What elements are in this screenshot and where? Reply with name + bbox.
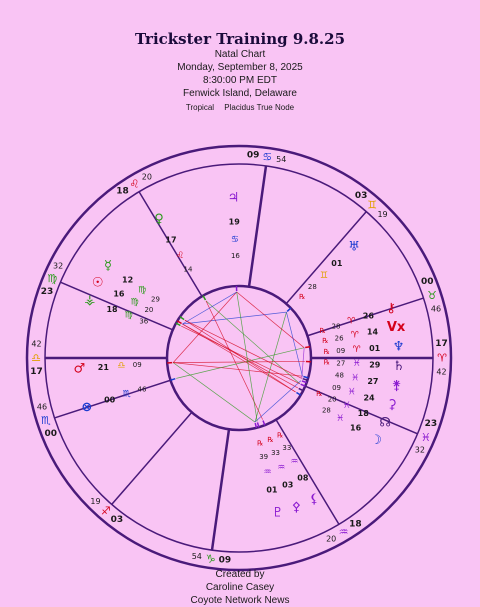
planet-part-of-fortune-degree: 00 [104,396,116,405]
house-cusp-line-5 [276,420,339,525]
planet-jupiter-glyph: ♃ [228,191,240,206]
planet-sun-sign: ♍ [131,298,139,308]
planet-uranus-minute: 28 [308,283,317,291]
cusp-minute-5: 20 [326,534,336,543]
cusp-degree-10: 09 [247,150,260,160]
planet-mars-degree: 21 [98,363,110,372]
aspect-line-3 [182,312,286,324]
chart-location: Fenwick Island, Delaware [0,87,480,100]
planet-lilith-degree: 08 [297,474,309,483]
planet-north-node-glyph: ☊ [379,416,391,431]
chart-time: 8:30:00 PM EDT [0,74,480,87]
cusp-degree-3: 03 [111,515,124,525]
cusp-degree-6: 23 [425,419,438,429]
cusp-sign-2: ♏ [41,414,51,427]
planet-north-node-sign: ♓ [343,401,351,411]
cusp-minute-1: 42 [31,339,41,348]
planet-vertex-retrograde: ℞ [322,337,328,345]
planet-neptune-retrograde: ℞ [324,348,330,356]
cusp-minute-11: 20 [142,173,152,182]
cusp-minute-12: 32 [53,261,63,270]
planet-tick-12 [305,347,310,348]
aspect-line-18 [181,326,299,384]
planet-lilith-glyph: ⚸ [309,492,319,507]
cusp-degree-1: 17 [30,367,43,377]
planet-vesta-minute: 36 [139,317,148,325]
planet-mars-minute: 09 [133,361,142,369]
planet-lilith-minute: 33 [282,444,291,452]
planet-saturn-minute: 27 [336,359,345,367]
planet-ceres-sign: ♓ [348,387,356,397]
planet-pluto-retrograde: ℞ [257,439,263,447]
planet-north-node-minute: 20 [328,395,337,403]
planet-pluto-minute: 39 [259,453,268,461]
planet-saturn-retrograde: ℞ [324,359,330,367]
cusp-sign-1: ♎ [31,352,41,365]
aspect-line-13 [182,292,236,324]
planet-tick-2 [180,317,184,320]
planet-juno-glyph: ⚵ [392,378,402,393]
cusp-degree-11: 18 [116,187,129,197]
aspect-line-5 [206,301,300,384]
cusp-minute-9: 19 [377,210,387,219]
cusp-sign-7: ♈ [437,352,447,365]
planet-neptune-degree: 01 [369,344,381,353]
planet-ceres-degree: 24 [363,393,375,402]
planet-jupiter-degree: 19 [229,218,241,227]
aspect-line-16 [176,348,304,379]
cusp-sign-5: ♒ [339,526,349,539]
planet-juno-sign: ♓ [351,373,359,383]
cusp-sign-11: ♌ [130,177,140,190]
chart-date: Monday, September 8, 2025 [0,61,480,74]
planet-pallas-degree: 03 [282,480,293,489]
planet-tick-18 [176,323,180,325]
cusp-minute-6: 32 [415,446,425,455]
planet-tick-11 [301,384,306,386]
planet-ceres-glyph: ⚳ [387,397,397,412]
planet-pallas-minute: 33 [271,449,280,457]
planet-venus-degree: 17 [165,236,176,245]
house-cusp-line-3 [112,412,192,504]
planet-moon-degree: 16 [350,424,362,433]
aspect-line-4 [173,292,237,363]
planet-moon-glyph: ☽ [370,433,382,448]
planet-jupiter-sign: ♋ [231,235,239,245]
house-cusp-line-10 [249,166,266,287]
planet-pluto-degree: 01 [266,485,278,494]
planet-ceres-minute: 09 [332,384,341,392]
planet-pluto-glyph: ♇ [272,506,284,521]
cusp-sign-6: ♓ [421,431,431,444]
planet-mercury-minute: 29 [151,295,160,303]
planet-chiron-sign: ♈ [347,317,355,327]
house-system: Placidus True Node [224,103,294,112]
planet-mars-glyph: ♂ [74,362,86,377]
planet-mercury-sign: ♍ [138,285,146,295]
planet-uranus-degree: 01 [331,259,343,268]
cusp-degree-2: 00 [45,429,58,439]
cusp-degree-9: 03 [355,191,368,201]
planet-lilith-sign: ♒ [290,457,298,467]
planet-vesta-glyph: ⚶ [84,293,95,308]
planet-north-node-retrograde: ℞ [316,390,322,398]
planet-vertex-sign: ♈ [351,330,359,340]
aspect-line-17 [173,361,305,362]
cusp-sign-4: ♑ [206,553,216,566]
planet-juno-minute: 48 [335,372,344,380]
cusp-degree-5: 18 [349,519,362,529]
planet-part-of-fortune-sign: ♏ [123,389,131,399]
planet-vertex-minute: 26 [335,335,344,343]
planet-saturn-sign: ♓ [353,359,361,369]
planet-vertex-glyph: Vx [387,320,406,335]
cusp-minute-4: 54 [192,552,202,561]
planet-saturn-degree: 29 [369,361,381,370]
cusp-degree-7: 17 [435,339,448,349]
planet-vertex-degree: 14 [367,328,379,337]
planet-uranus-retrograde: ℞ [299,293,305,301]
cusp-sign-12: ♍ [47,272,57,285]
aspect-line-15 [255,381,301,422]
site-name: Coyote Network News [0,594,480,607]
planet-mercury-glyph: ☿ [104,259,112,274]
planet-uranus-sign: ♊ [320,271,328,281]
house-cusp-line-4 [212,429,229,550]
chart-type-label: Natal Chart [0,48,480,61]
planet-vesta-sign: ♍ [125,311,133,321]
planet-mars-sign: ♎ [117,361,125,371]
chart-title: Trickster Training 9.8.25 [0,30,480,48]
aspect-line-9 [237,292,304,348]
planet-mercury-degree: 12 [122,275,133,284]
planet-saturn-glyph: ♄ [393,359,405,374]
planet-venus-minute: 14 [184,266,193,274]
planet-part-of-fortune-minute: 46 [138,386,147,394]
zodiac-type: Tropical [186,103,214,112]
cusp-minute-7: 42 [436,368,446,377]
planet-chiron-degree: 26 [363,311,375,320]
cusp-sign-9: ♊ [367,198,377,211]
planet-pallas-retrograde: ℞ [267,436,273,444]
planet-pallas-sign: ♒ [277,463,285,473]
cusp-minute-10: 54 [276,155,286,164]
planet-part-of-fortune-glyph: ⊗ [81,400,92,415]
planet-sun-minute: 20 [144,306,153,314]
planet-neptune-glyph: ♆ [393,339,405,354]
cusp-sign-10: ♋ [262,150,272,163]
aspect-line-10 [173,363,255,422]
cusp-degree-4: 09 [219,556,232,566]
planet-chiron-minute: 28 [332,322,341,330]
cusp-minute-2: 46 [37,403,47,412]
planet-north-node-degree: 18 [358,409,370,418]
planet-sun-degree: 16 [113,290,125,299]
planet-tick-7 [287,308,291,311]
planet-venus-glyph: ♀ [154,212,164,227]
planet-pallas-glyph: ⚴ [292,500,302,515]
house-cusp-line-9 [286,212,366,304]
planet-moon-minute: 28 [322,407,331,415]
planet-vesta-degree: 18 [106,305,118,314]
cusp-minute-3: 19 [90,497,100,506]
planet-sun-glyph: ☉ [92,275,104,290]
aspect-line-19 [237,292,257,421]
planet-venus-sign: ♌ [176,251,184,261]
cusp-degree-12: 23 [41,287,54,297]
planet-juno-degree: 27 [367,377,378,386]
planet-neptune-sign: ♈ [353,345,361,355]
author-name: Caroline Casey [0,581,480,594]
planet-tick-10 [299,388,303,390]
planet-uranus-glyph: ♅ [348,239,360,254]
planet-neptune-minute: 09 [336,347,345,355]
planet-jupiter-minute: 16 [231,252,240,260]
chart-footer [0,568,480,607]
cusp-degree-8: 00 [421,277,434,287]
cusp-minute-8: 46 [431,304,441,313]
cusp-sign-8: ♉ [427,289,437,302]
planet-pluto-sign: ♒ [264,467,272,477]
planet-lilith-retrograde: ℞ [277,432,283,440]
planet-chiron-retrograde: ℞ [320,327,326,335]
cusp-sign-3: ♐ [101,505,111,518]
planet-chiron-glyph: ⚷ [386,301,396,316]
created-by-label: Created by [0,568,480,581]
planet-moon-sign: ♓ [336,414,344,424]
